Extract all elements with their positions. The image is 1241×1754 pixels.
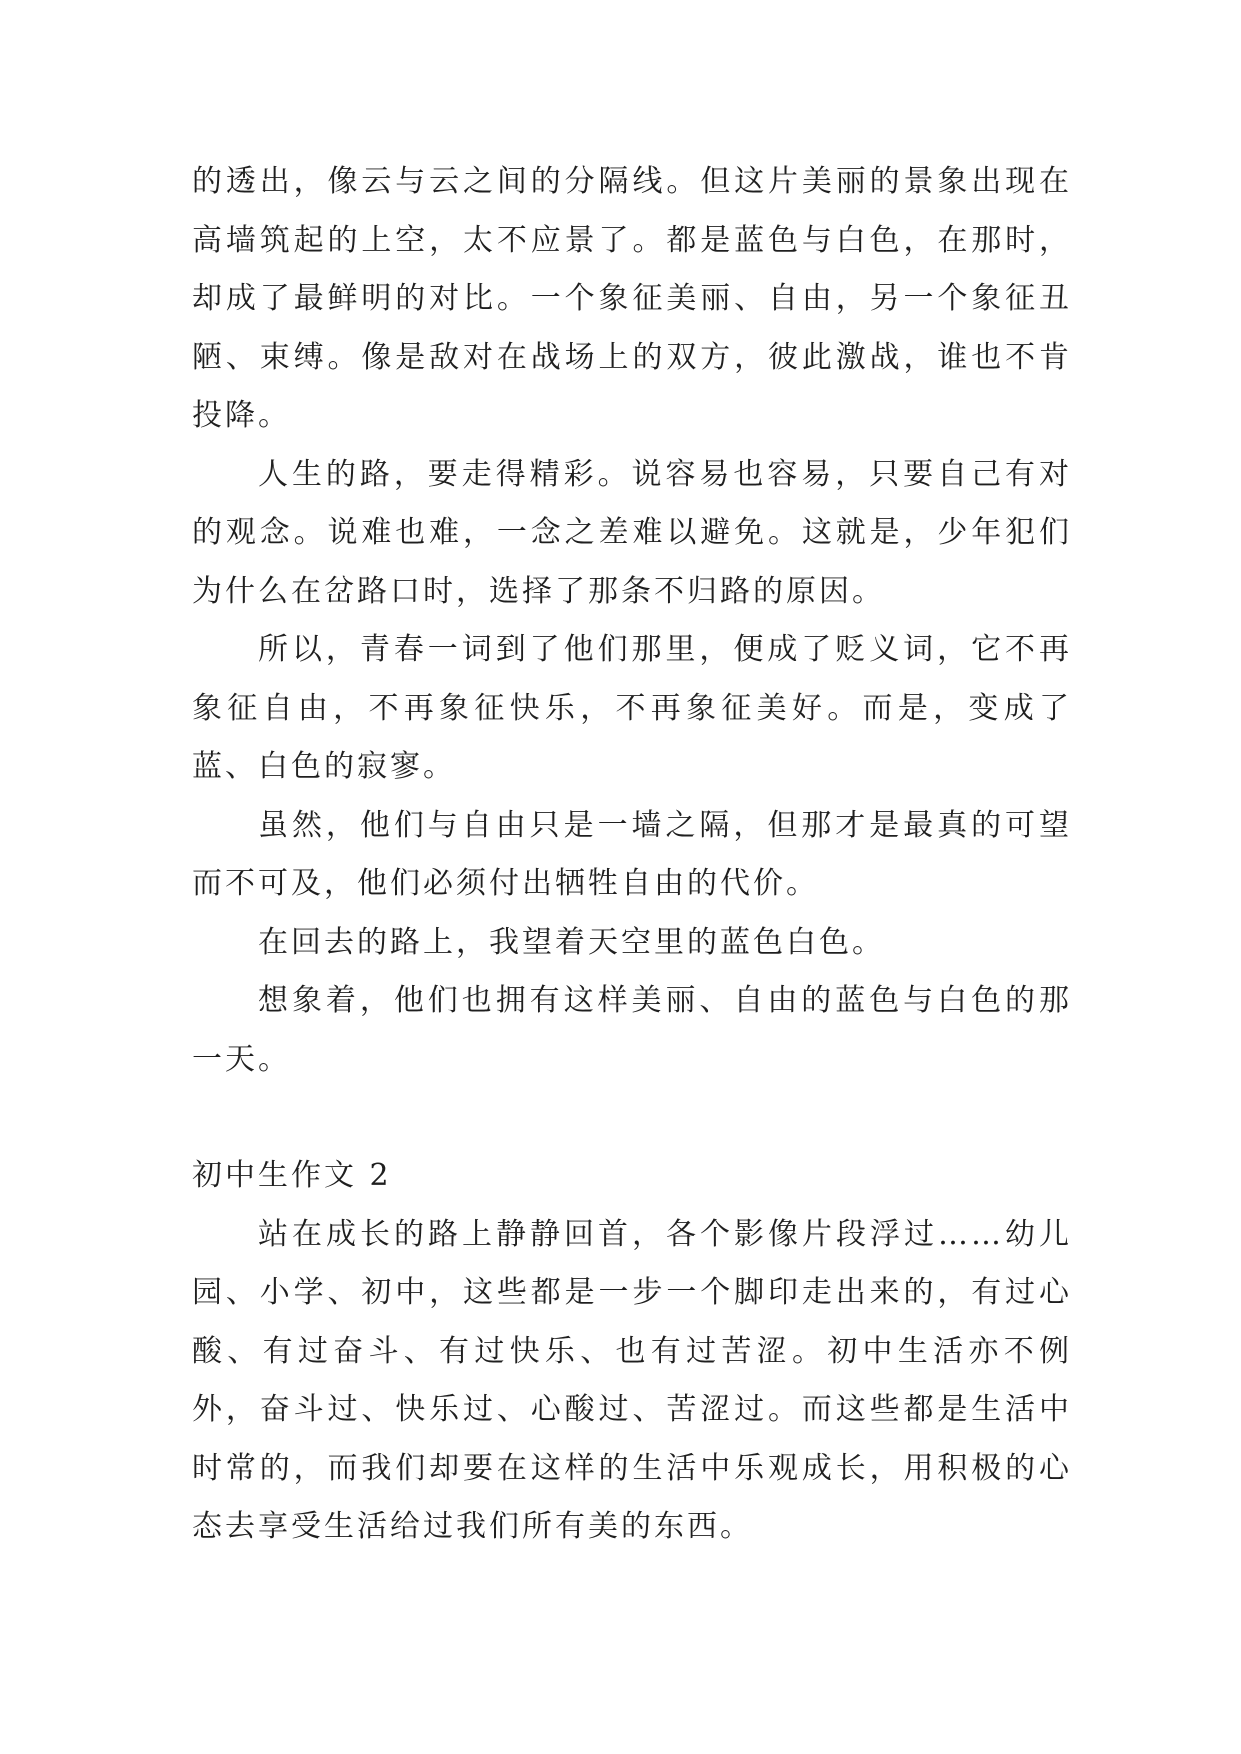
- paragraph: 所以，青春一词到了他们那里，便成了贬义词，它不再象征自由，不再象征快乐，不再象征美好。而是，变成了蓝、白色的寂寥。: [192, 632, 1072, 784]
- paragraph: 站在成长的路上静静回首，各个影像片段浮过……幼儿园、小学、初中，这些都是一步一个脚印走出来的，有过心酸、有过奋斗、有过快乐、也有过苦涩。初中生活亦不例外，奋斗过、快乐过、心酸过、苦涩过。而这些都是生活中时常的，而我们却要在这样的生活中乐观成长，用积极的心态去享受生活给过我们所有美的东西。: [192, 1216, 1072, 1544]
- paragraph: 虽然，他们与自由只是一墙之隔，但那才是最真的可望而不可及，他们必须付出牺牲自由的代价。: [192, 807, 1072, 901]
- paragraph: 想象着，他们也拥有这样美丽、自由的蓝色与白色的那一天。: [192, 983, 1072, 1077]
- paragraph: 人生的路，要走得精彩。说容易也容易，只要自己有对的观念。说难也难，一念之差难以避免。这就是，少年犯们为什么在岔路口时，选择了那条不归路的原因。: [192, 456, 1072, 609]
- paragraph-continued: 的透出，像云与云之间的分隔线。但这片美丽的景象出现在高墙筑起的上空，太不应景了。都是蓝色与白色，在那时，却成了最鲜明的对比。一个象征美丽、自由，另一个象征丑陋、束缚。像是敌对在战场上的双方，彼此激战，谁也不肯投降。: [192, 164, 1072, 433]
- paragraph: 在回去的路上，我望着天空里的蓝色白色。: [258, 924, 885, 960]
- document-body: [192, 153, 1072, 1557]
- section-heading: 初中生作文 2: [192, 1158, 392, 1193]
